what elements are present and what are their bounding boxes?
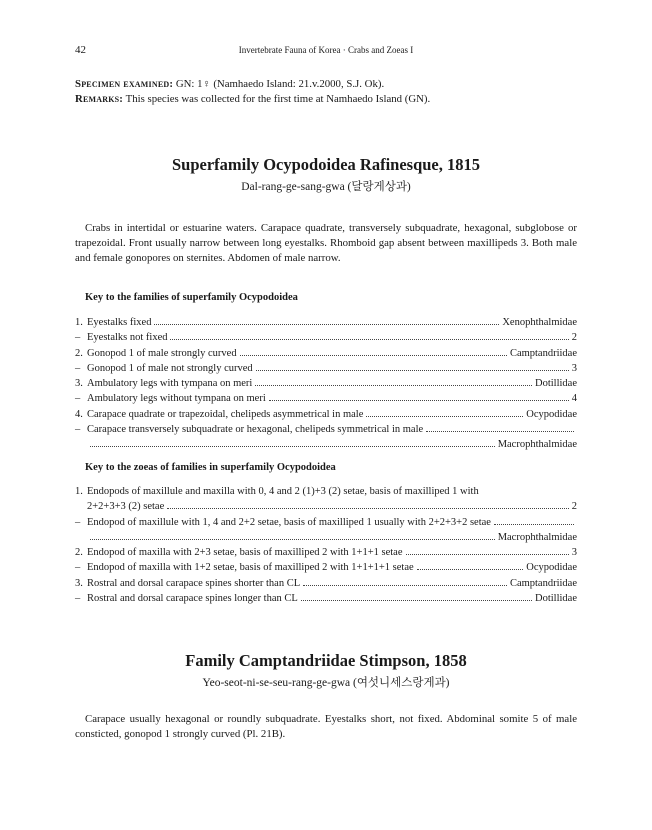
key-line-number: –	[75, 424, 81, 436]
key-line-target: 2	[571, 332, 577, 344]
key-line-number: –	[75, 393, 81, 405]
key-line	[75, 591, 577, 606]
key-line-text: Rostral and dorsal carapace spines shorter than CL	[87, 577, 301, 589]
remarks-label: Remarks:	[75, 93, 124, 105]
key-families-title: Key to the families of superfamily Ocypodoidea	[85, 292, 298, 303]
key-line-target: 2	[571, 501, 577, 513]
superfamily-description: Crabs in intertidal or estuarine waters. Carapace quadrate, transversely subquadrate, hexagonal, subglobose or trapezoidal. Front usually narrow between long eyestalks. Rhomboid gap absent between maxillipeds 3. Both male and female gonopores on sternites. Abdomen of male narrow.	[75, 222, 577, 264]
key-line	[75, 545, 577, 560]
key-line-target: 3	[571, 547, 577, 559]
key-line	[75, 576, 577, 591]
page-number: 42	[75, 44, 86, 56]
key-line-number: 4.	[75, 408, 83, 420]
leader-dots	[255, 376, 532, 386]
key-line-text: Ambulatory legs with tympana on meri	[87, 378, 253, 390]
specimen-examined	[75, 77, 577, 92]
key-line	[75, 391, 577, 406]
key-line-target: Ocypodidae	[526, 562, 577, 574]
key-line-number: –	[75, 332, 81, 344]
key-line-text: Carapace quadrate or trapezoidal, chelipeds asymmetrical in male	[87, 408, 364, 420]
key-line-number: 1.	[75, 317, 83, 328]
key-line-number: 1.	[75, 486, 83, 497]
key-line-number: –	[75, 516, 81, 528]
key-line-target: Macrophthalmidae	[497, 439, 577, 451]
key-line-text: Endopods of maxillule and maxilla with 0, 4 and 2 (1)+3 (2) setae, basis of maxilliped 1 with	[87, 486, 479, 497]
key-line-text: Rostral and dorsal carapace spines longer than CL	[87, 593, 298, 605]
leader-dots	[494, 515, 574, 525]
key-line	[75, 330, 577, 345]
key-line	[75, 376, 577, 391]
leader-dots	[170, 330, 568, 340]
key-line-target: Camptandriidae	[509, 347, 577, 359]
key-line	[75, 437, 577, 452]
key-line	[75, 422, 577, 437]
key-line-text: Gonopod 1 of male not strongly curved	[87, 362, 253, 374]
leader-dots	[269, 391, 569, 401]
key-line-number: 2.	[75, 547, 83, 559]
leader-dots	[303, 576, 507, 586]
key-line-target: 3	[571, 362, 577, 374]
specimen-label: Specimen examined:	[75, 78, 174, 90]
key-line-number: 3.	[75, 577, 83, 589]
leader-dots	[301, 591, 532, 601]
key-line	[75, 560, 577, 575]
key-line-target: Camptandriidae	[509, 577, 577, 589]
remarks	[75, 92, 577, 107]
family-korean-name: Yeo-seot-ni-se-seu-rang-ge-gwa (여섯니세스랑게과)	[202, 677, 450, 689]
key-line-text: Ambulatory legs without tympana on meri	[87, 393, 266, 405]
superfamily-title: Superfamily Ocypodoidea Rafinesque, 1815	[171, 155, 481, 174]
key-line	[75, 530, 577, 545]
key-line-number: –	[75, 362, 81, 374]
leader-dots	[426, 422, 574, 432]
leader-dots	[417, 560, 524, 570]
leader-dots	[154, 315, 499, 325]
key-families-list	[75, 315, 577, 453]
key-line-target: Dotillidae	[535, 593, 577, 605]
key-line-number: –	[75, 562, 81, 574]
key-line-target: Ocypodidae	[526, 408, 577, 420]
family-description: Carapace usually hexagonal or roundly subquadrate. Eyestalks short, not fixed. Abdominal somite 5 of male consticted, gonopod 1 strongly curved (Pl. 21B).	[75, 713, 577, 740]
key-line-number: 2.	[75, 347, 83, 359]
key-line	[75, 361, 577, 376]
key-line-text: Gonopod 1 of male strongly curved	[87, 347, 237, 359]
key-line-text: Endopod of maxilla with 1+2 setae, basis of maxilliped 2 with 1+1+1+1 setae	[87, 562, 414, 574]
family-title: Family Camptandriidae Stimpson, 1858	[185, 651, 467, 670]
key-line-text: Endopod of maxilla with 2+3 setae, basis of maxilliped 2 with 1+1+1 setae	[87, 547, 403, 559]
key-line	[75, 484, 577, 499]
running-header	[75, 44, 577, 58]
key-line	[75, 499, 577, 514]
key-line-text: Eyestalks not fixed	[87, 332, 168, 344]
leader-dots	[366, 407, 523, 417]
key-line	[75, 407, 577, 422]
key-line	[75, 315, 577, 330]
leader-dots	[167, 499, 569, 509]
leader-dots	[90, 530, 495, 540]
superfamily-korean-name: Dal-rang-ge-sang-gwa (달랑게상과)	[241, 181, 411, 193]
key-line-text: Carapace transversely subquadrate or hexagonal, chelipeds symmetrical in male	[87, 424, 424, 436]
key-line-number: 3.	[75, 378, 83, 390]
key-line-target: Xenophthalmidae	[502, 317, 577, 328]
key-line-target: Macrophthalmidae	[497, 531, 577, 543]
key-line-target: 4	[571, 393, 577, 405]
journal-title: Invertebrate Fauna of Korea · Crabs and Zoeas I	[238, 45, 414, 55]
leader-dots	[90, 437, 495, 447]
key-line-number: –	[75, 593, 81, 605]
key-line-text: 2+2+3+3 (2) setae	[87, 501, 165, 513]
leader-dots	[406, 545, 569, 555]
key-line-text: Eyestalks fixed	[87, 317, 152, 328]
leader-dots	[240, 346, 507, 356]
key-zoeas-list	[75, 484, 577, 606]
key-line-target: Dotillidae	[535, 378, 577, 390]
remarks-text: This species was collected for the first time at Namhaedo Island (GN).	[123, 93, 431, 105]
key-line	[75, 515, 577, 530]
key-line-text: Endopod of maxillule with 1, 4 and 2+2 setae, basis of maxilliped 1 usually with 2+2+3+2 setae	[87, 516, 491, 528]
key-line	[75, 346, 577, 361]
leader-dots	[256, 361, 569, 371]
specimen-text: GN: 1♀ (Namhaedo Island: 21.v.2000, S.J. Ok).	[173, 78, 385, 90]
key-zoeas-title: Key to the zoeas of families in superfamily Ocypodoidea	[85, 462, 336, 473]
